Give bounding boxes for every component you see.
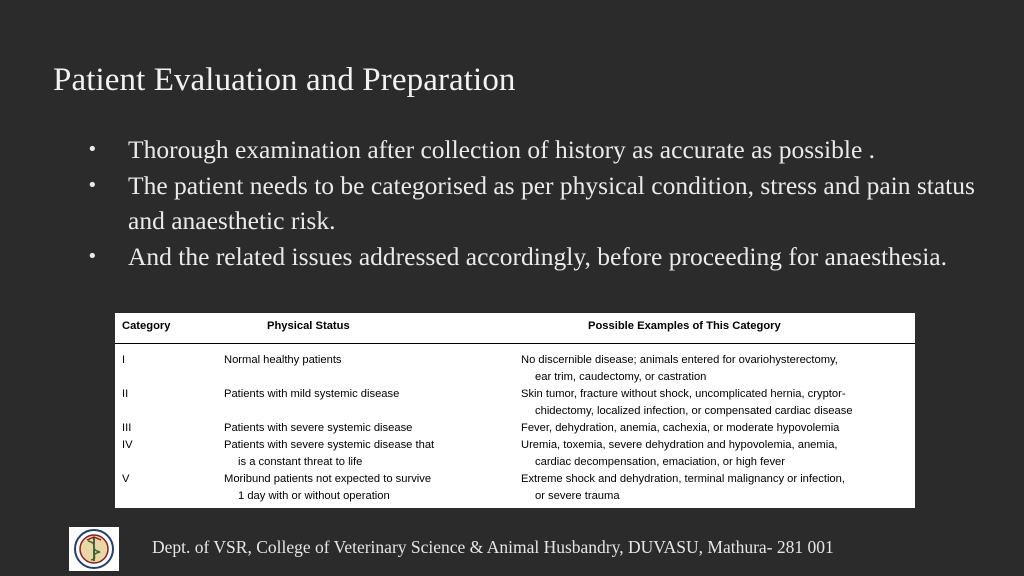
cell-examples: Uremia, toxemia, severe dehydration and hypovolemia, anemia,	[521, 439, 838, 451]
cell-status: Moribund patients not expected to survive	[224, 473, 432, 485]
header-physical-status: Physical Status	[267, 320, 350, 332]
asa-classification-table	[115, 313, 915, 508]
cell-examples: cardiac decompensation, emaciation, or high fever	[535, 456, 785, 468]
cell-examples: or severe trauma	[535, 490, 620, 502]
bullet-text: The patient needs to be categorised as per physical condition, stress and pain status and anaesthetic risk.	[128, 170, 975, 235]
cell-category: IV	[122, 439, 133, 451]
cell-status: Patients with severe systemic disease	[224, 422, 413, 434]
footer-department-text: Dept. of VSR, College of Veterinary Science & Animal Husbandry, DUVASU, Mathura- 281 001	[152, 537, 834, 557]
cell-status: Normal healthy patients	[224, 354, 342, 366]
bullet-dot: •	[87, 174, 98, 196]
bullet-text: Thorough examination after collection of history as accurate as possible .	[128, 135, 876, 164]
cell-category: III	[122, 422, 132, 434]
cell-status: Patients with mild systemic disease	[224, 388, 400, 400]
bullet-dot: •	[87, 245, 98, 267]
cell-category: V	[122, 473, 130, 485]
bullet-dot: •	[87, 139, 98, 160]
header-examples: Possible Examples of This Category	[588, 320, 781, 332]
bullet-text: And the related issues addressed accordingly, before proceeding for anaesthesia.	[128, 241, 947, 271]
bullet-item	[87, 132, 997, 168]
university-emblem-icon	[69, 527, 119, 571]
cell-category: II	[122, 388, 129, 400]
cell-category: I	[122, 354, 126, 366]
cell-examples: Fever, dehydration, anemia, cachexia, or moderate hypovolemia	[521, 422, 840, 434]
slide-title: Patient Evaluation and Preparation	[53, 62, 516, 98]
cell-status: Patients with severe systemic disease that	[224, 439, 435, 451]
cell-status: is a constant threat to life	[238, 456, 363, 468]
table-header	[115, 313, 915, 344]
cell-examples: Extreme shock and dehydration, terminal malignancy or infection,	[521, 473, 845, 485]
cell-examples: No discernible disease; animals entered for ovariohysterectomy,	[521, 354, 838, 366]
header-category: Category	[122, 320, 171, 332]
cell-examples: Skin tumor, fracture without shock, uncomplicated hernia, cryptor-	[521, 388, 846, 400]
bullet-item	[87, 239, 997, 275]
cell-examples: ear trim, caudectomy, or castration	[535, 371, 707, 383]
cell-status: 1 day with or without operation	[238, 490, 390, 502]
bullet-item	[87, 168, 997, 239]
cell-examples: chidectomy, localized infection, or compensated cardiac disease	[535, 405, 853, 417]
bullet-list	[87, 132, 997, 274]
